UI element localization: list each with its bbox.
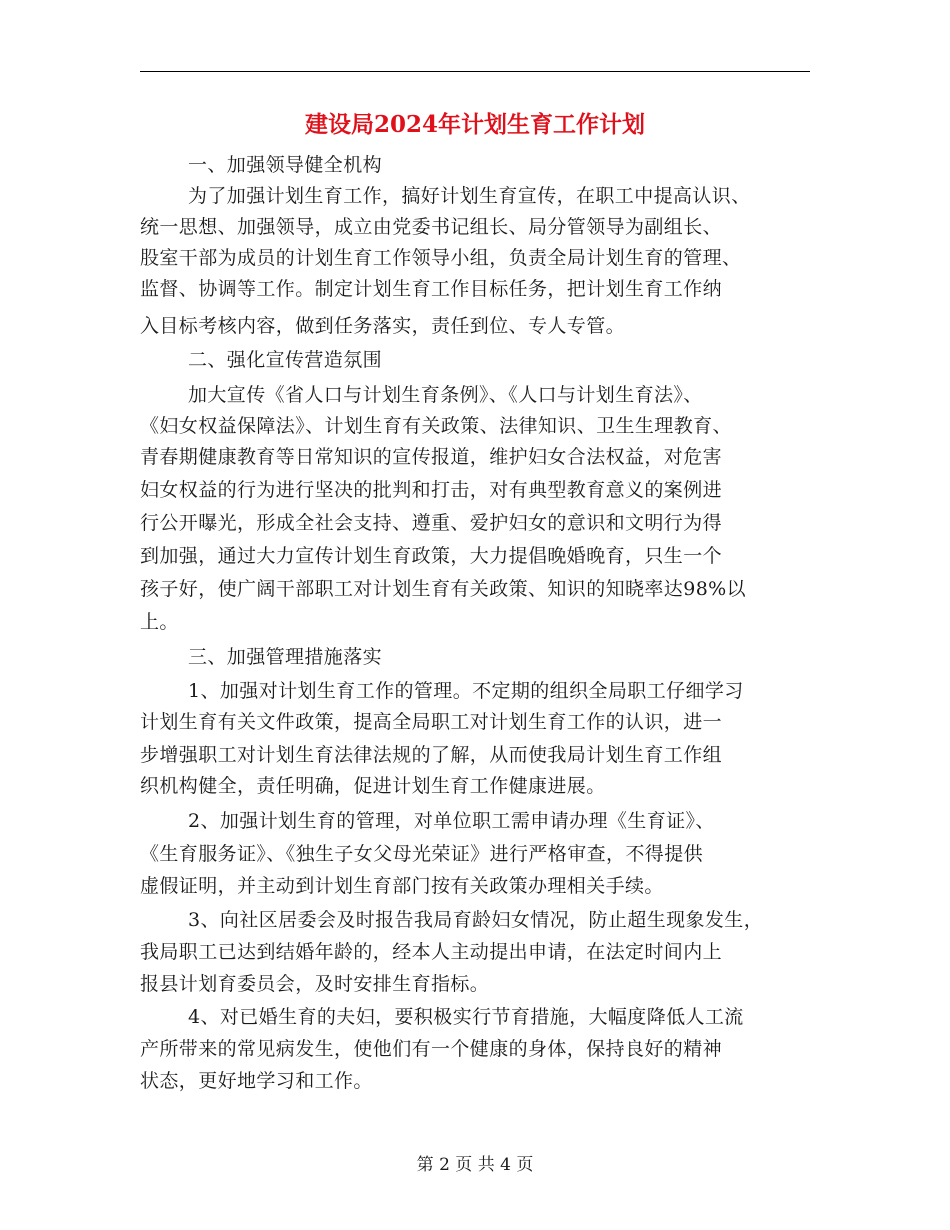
paragraph-line: 2、加强计划生育的管理，对单位职工需申请办理《生育证》、: [188, 810, 715, 832]
paragraph-line: 入目标考核内容，做到任务落实，责任到位、专人专管。: [140, 315, 626, 337]
heading-section-2: 二、强化宣传营造氛围: [188, 349, 383, 371]
paragraph-line: 计划生育有关文件政策，提高全局职工对计划生育工作的认识，进一: [140, 711, 723, 733]
heading-section-3: 三、加强管理措施落实: [188, 646, 383, 668]
paragraph-line: 报县计划育委员会，及时安排生育指标。: [140, 973, 490, 995]
paragraph-line: 《妇女权益保障法》、计划生育有关政策、法律知识、卫生生理教育、: [140, 415, 732, 437]
paragraph-line: 行公开曝光，形成全社会支持、遵重、爱护妇女的意识和文明行为得: [140, 512, 723, 534]
paragraph-line: 监督、协调等工作。制定计划生育工作目标任务，把计划生育工作纳: [140, 278, 723, 300]
paragraph-line: 产所带来的常见病发生，使他们有一个健康的身体，保持良好的精神: [140, 1038, 723, 1060]
paragraph-line: 《生育服务证》、《独生子女父母光荣证》进行严格审查，不得提供: [140, 843, 704, 865]
paragraph-line: 青春期健康教育等日常知识的宣传报道，维护妇女合法权益，对危害: [140, 446, 723, 468]
paragraph-line: 4、对已婚生育的夫妇，要积极实行节育措施，大幅度降低人工流: [188, 1006, 744, 1028]
paragraph-line: 1、加强对计划生育工作的管理。不定期的组织全局职工仔细学习: [188, 680, 744, 702]
heading-section-1: 一、加强领导健全机构: [188, 154, 383, 176]
paragraph-line: 到加强，通过大力宣传计划生育政策，大力提倡晚婚晚育，只生一个: [140, 545, 723, 567]
paragraph-line: 妇女权益的行为进行坚决的批判和打击，对有典型教育意义的案例进: [140, 479, 723, 501]
paragraph-line: 步增强职工对计划生育法律法规的了解，从而使我局计划生育工作组: [140, 744, 723, 766]
paragraph-line: 虚假证明，并主动到计划生育部门按有关政策办理相关手续。: [140, 875, 664, 897]
paragraph-line: 股室干部为成员的计划生育工作领导小组，负责全局计划生育的管理、: [140, 247, 742, 269]
paragraph-line: 统一思想、加强领导，成立由党委书记组长、局分管领导为副组长、: [140, 216, 723, 238]
paragraph-line: 我局职工已达到结婚年龄的，经本人主动提出申请，在法定时间内上: [140, 941, 723, 963]
header-rule: [140, 71, 810, 72]
paragraph-line: 织机构健全，责任明确，促进计划生育工作健康进展。: [140, 775, 606, 797]
paragraph-line: 孩子好，使广阔干部职工对计划生育有关政策、知识的知晓率达98%以: [140, 578, 747, 600]
paragraph-line: 上。: [140, 611, 179, 633]
paragraph-line: 状态，更好地学习和工作。: [140, 1070, 373, 1092]
paragraph-line: 加大宣传《省人口与计划生育条例》、《人口与计划生育法》、: [188, 384, 703, 406]
paragraph-line: 3、向社区居委会及时报告我局育龄妇女情况，防止超生现象发生，: [188, 909, 764, 931]
document-title: 建设局2024年计划生育工作计划: [304, 111, 645, 138]
page-number-footer: 第 2 页 共 4 页: [416, 1155, 534, 1175]
paragraph-line: 为了加强计划生育工作，搞好计划生育宣传，在职工中提高认识、: [188, 185, 751, 207]
